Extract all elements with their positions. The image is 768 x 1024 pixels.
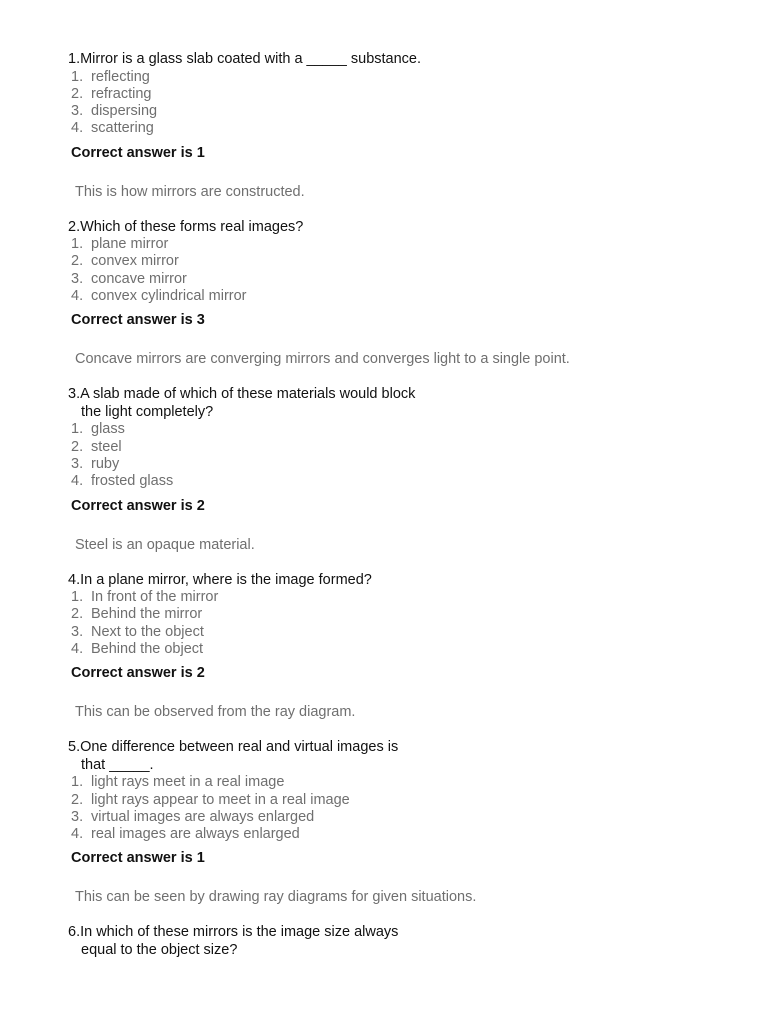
question-text: 2.Which of these forms real images? xyxy=(68,218,304,235)
options-list xyxy=(68,69,728,138)
option-1: 1. reflecting xyxy=(71,68,150,85)
question-2 xyxy=(68,219,728,369)
explanation: Concave mirrors are converging mirrors and converges light to a single point. xyxy=(75,351,570,368)
question-4 xyxy=(68,572,728,722)
option-3: 3. dispersing xyxy=(71,103,158,120)
options-list xyxy=(68,236,728,305)
question-5 xyxy=(68,739,728,906)
option-4: 4. convex cylindrical mirror xyxy=(71,288,247,305)
options-list xyxy=(68,589,728,658)
explanation: This can be observed from the ray diagram. xyxy=(75,704,356,721)
option-1: 1. plane mirror xyxy=(71,236,169,253)
option-2: 2. refracting xyxy=(71,85,152,102)
question-3 xyxy=(68,386,728,553)
option-2: 2. Behind the mirror xyxy=(71,606,203,623)
option-3: 3. virtual images are always enlarged xyxy=(71,808,315,825)
question-text: 4.In a plane mirror, where is the image formed? xyxy=(68,571,372,588)
correct-answer: Correct answer is 3 xyxy=(71,312,205,329)
option-4: 4. scattering xyxy=(71,120,154,137)
question-1 xyxy=(68,51,728,201)
question-6 xyxy=(68,924,728,959)
explanation: This can be seen by drawing ray diagrams for given situations. xyxy=(75,889,477,906)
quiz-document xyxy=(68,51,728,959)
option-2: 2. steel xyxy=(71,438,122,455)
correct-answer: Correct answer is 2 xyxy=(71,497,205,514)
question-text: 5.One difference between real and virtual images is that _____. xyxy=(68,739,399,773)
correct-answer: Correct answer is 1 xyxy=(71,850,205,867)
option-3: 3. ruby xyxy=(71,455,120,472)
question-text: 3.A slab made of which of these materials would block the light completely? xyxy=(68,386,416,420)
option-3: 3. Next to the object xyxy=(71,623,204,640)
explanation: This is how mirrors are constructed. xyxy=(75,183,305,200)
options-list xyxy=(68,774,728,843)
option-4: 4. real images are always enlarged xyxy=(71,826,300,843)
option-4: 4. frosted glass xyxy=(71,473,174,490)
options-list xyxy=(68,421,728,490)
option-1: 1. light rays meet in a real image xyxy=(71,774,285,791)
explanation: Steel is an opaque material. xyxy=(75,536,255,553)
option-2: 2. light rays appear to meet in a real image xyxy=(71,791,350,808)
option-1: 1. glass xyxy=(71,421,125,438)
option-2: 2. convex mirror xyxy=(71,253,179,270)
correct-answer: Correct answer is 1 xyxy=(71,144,205,161)
option-4: 4. Behind the object xyxy=(71,640,204,657)
option-3: 3. concave mirror xyxy=(71,270,187,287)
option-1: 1. In front of the mirror xyxy=(71,589,219,606)
correct-answer: Correct answer is 2 xyxy=(71,665,205,682)
question-text: 6.In which of these mirrors is the image size always equal to the object size? xyxy=(68,924,399,958)
question-text: 1.Mirror is a glass slab coated with a _____ substance. xyxy=(68,51,422,67)
